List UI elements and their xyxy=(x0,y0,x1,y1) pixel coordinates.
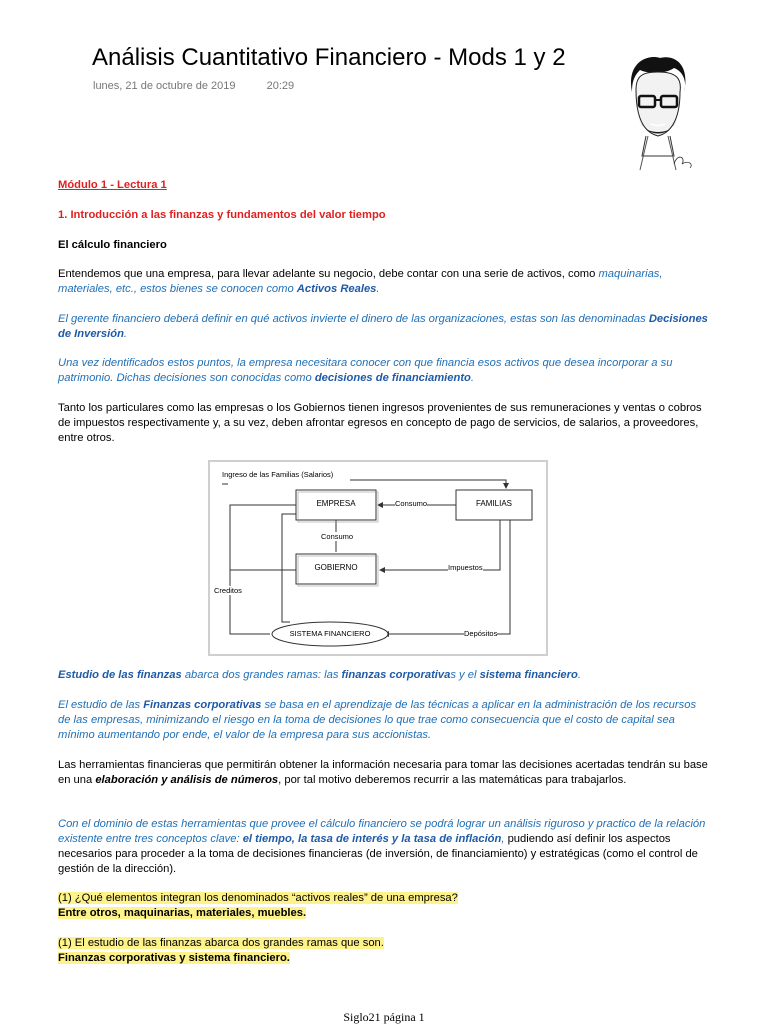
text-strong: Activos Reales xyxy=(296,283,377,295)
text-emphasis: El estudio de las xyxy=(58,699,144,711)
text-emphasis: se basa en el aprendizaje de las técnicas a aplicar en la administración de los recursos de las empresas, minimizando el riesgo en la toma de decisiones lo que trae como consecuencia que el costo de capital sea mínimo aumentando por ende, el valor de la empresa para sus accionistas. xyxy=(58,699,697,741)
paragraph-financiamiento xyxy=(58,356,708,386)
paragraph-dominio xyxy=(58,817,708,877)
diagram-label-depositos: Depósitos xyxy=(464,629,498,638)
text-emphasis: El gerente financiero deberá definir en qué activos invierte el dinero de las organizaciones, estas son las denominadas xyxy=(58,313,649,325)
signature-scribble-icon xyxy=(674,157,691,168)
question-1 xyxy=(58,891,708,921)
section-heading: 1. Introducción a las finanzas y fundamentos del valor tiempo xyxy=(58,209,386,221)
text-emphasis: Una vez identificados estos puntos, la empresa necesitara conocer con que financia esos activos que desea incorporar a su patrimonio. Dichas decisiones son conocidas como xyxy=(58,357,673,384)
text-strong: el tiempo, la tasa de interés y la tasa de inflación xyxy=(242,833,502,845)
text-strong: Decisiones de Inversión xyxy=(58,313,708,340)
question-text: (1) ¿Qué elementos integran los denominados “activos reales” de una empresa? xyxy=(58,892,458,904)
page-footer: Siglo21 página 1 xyxy=(343,1010,425,1024)
paragraph-ingresos: Tanto los particulares como las empresas o los Gobiernos tienen ingresos provenientes de sus remuneraciones y ventas o cobros de impuestos respectivamente y, a su vez, deben afrontar egresos en concepto de pago de servicios, de salarios, a proveedores, entre otros. xyxy=(58,402,702,444)
text-strong: decisiones de financiamiento xyxy=(314,372,471,384)
text: Las herramientas financieras que permitirán obtener la información necesaria para tomar las decisiones acertadas tendrán su base en una xyxy=(58,759,708,786)
text-emphasis: maquinarias, materiales, etc., estos bienes se conocen como xyxy=(58,268,663,295)
text: . xyxy=(123,328,128,340)
diagram-label-consumo: Consumo xyxy=(395,499,428,508)
module-heading: Módulo 1 - Lectura 1 xyxy=(58,179,167,191)
answer-text: Entre otros, maquinarias, materiales, muebles. xyxy=(58,907,307,919)
subheading: El cálculo financiero xyxy=(58,239,167,251)
diagram-label-consumo-2: Consumo xyxy=(321,532,354,541)
diagram-label-creditos: Creditos xyxy=(214,586,242,595)
text-emphasis: Con el dominio de estas herramientas que provee el cálculo financiero se podrá lograr un análisis riguroso y practico de la relación existente entre tres conceptos clave: xyxy=(58,818,706,845)
question-text: (1) El estudio de las finanzas abarca dos grandes ramas que son. xyxy=(58,937,384,949)
paragraph-activos xyxy=(58,267,708,297)
paragraph-estudio xyxy=(58,668,708,683)
text-emphasis: abarca dos grandes ramas: las xyxy=(181,669,342,681)
text-strong: sistema financiero xyxy=(479,669,578,681)
flow-diagram xyxy=(208,460,548,656)
diagram-label-ingreso: Ingreso de las Familias (Salarios) xyxy=(222,470,334,479)
paragraph-inversion xyxy=(58,312,708,342)
paragraph-herramientas xyxy=(58,758,708,788)
page-title: Análisis Cuantitativo Financiero - Mods 1 y 2 xyxy=(92,44,566,71)
portrait-image xyxy=(618,52,698,172)
text: , xyxy=(501,833,508,845)
text: pudiendo así definir los aspectos necesarios para proceder a la toma de decisiones financieras (de inversión, de financiamiento) y estratégicas (como el control de gestión de la dirección). xyxy=(58,833,698,875)
page-date: lunes, 21 de octubre de 2019 xyxy=(93,80,236,92)
node-gobierno: GOBIERNO xyxy=(314,563,358,572)
text-strong: Finanzas corporativas xyxy=(143,699,262,711)
node-sistema-financiero: SISTEMA FINANCIERO xyxy=(289,629,371,638)
text-strong: Estudio de las finanzas xyxy=(58,669,182,681)
text-strong: elaboración y análisis de números xyxy=(95,774,279,786)
answer-text: Finanzas corporativas y sistema financiero. xyxy=(58,952,290,964)
page-meta xyxy=(93,80,294,92)
paragraph-finanzas-corporativas xyxy=(58,698,708,743)
node-familias: FAMILIAS xyxy=(475,499,512,508)
flow-diagram-lines xyxy=(210,462,546,654)
text: . xyxy=(376,283,380,295)
text: , por tal motivo deberemos recurrir a las matemáticas para trabajarlos. xyxy=(278,774,627,786)
text: Entendemos que una empresa, para llevar adelante su negocio, debe contar con una serie de activos, como xyxy=(58,268,599,280)
question-2 xyxy=(58,936,708,966)
text-emphasis: s y el xyxy=(450,669,480,681)
diagram-label-impuestos: Impuestos xyxy=(448,563,483,572)
node-empresa: EMPRESA xyxy=(316,499,356,508)
text-strong: finanzas corporativa xyxy=(341,669,451,681)
text: . xyxy=(470,372,474,384)
text: . xyxy=(577,669,581,681)
page-time: 20:29 xyxy=(266,80,295,92)
